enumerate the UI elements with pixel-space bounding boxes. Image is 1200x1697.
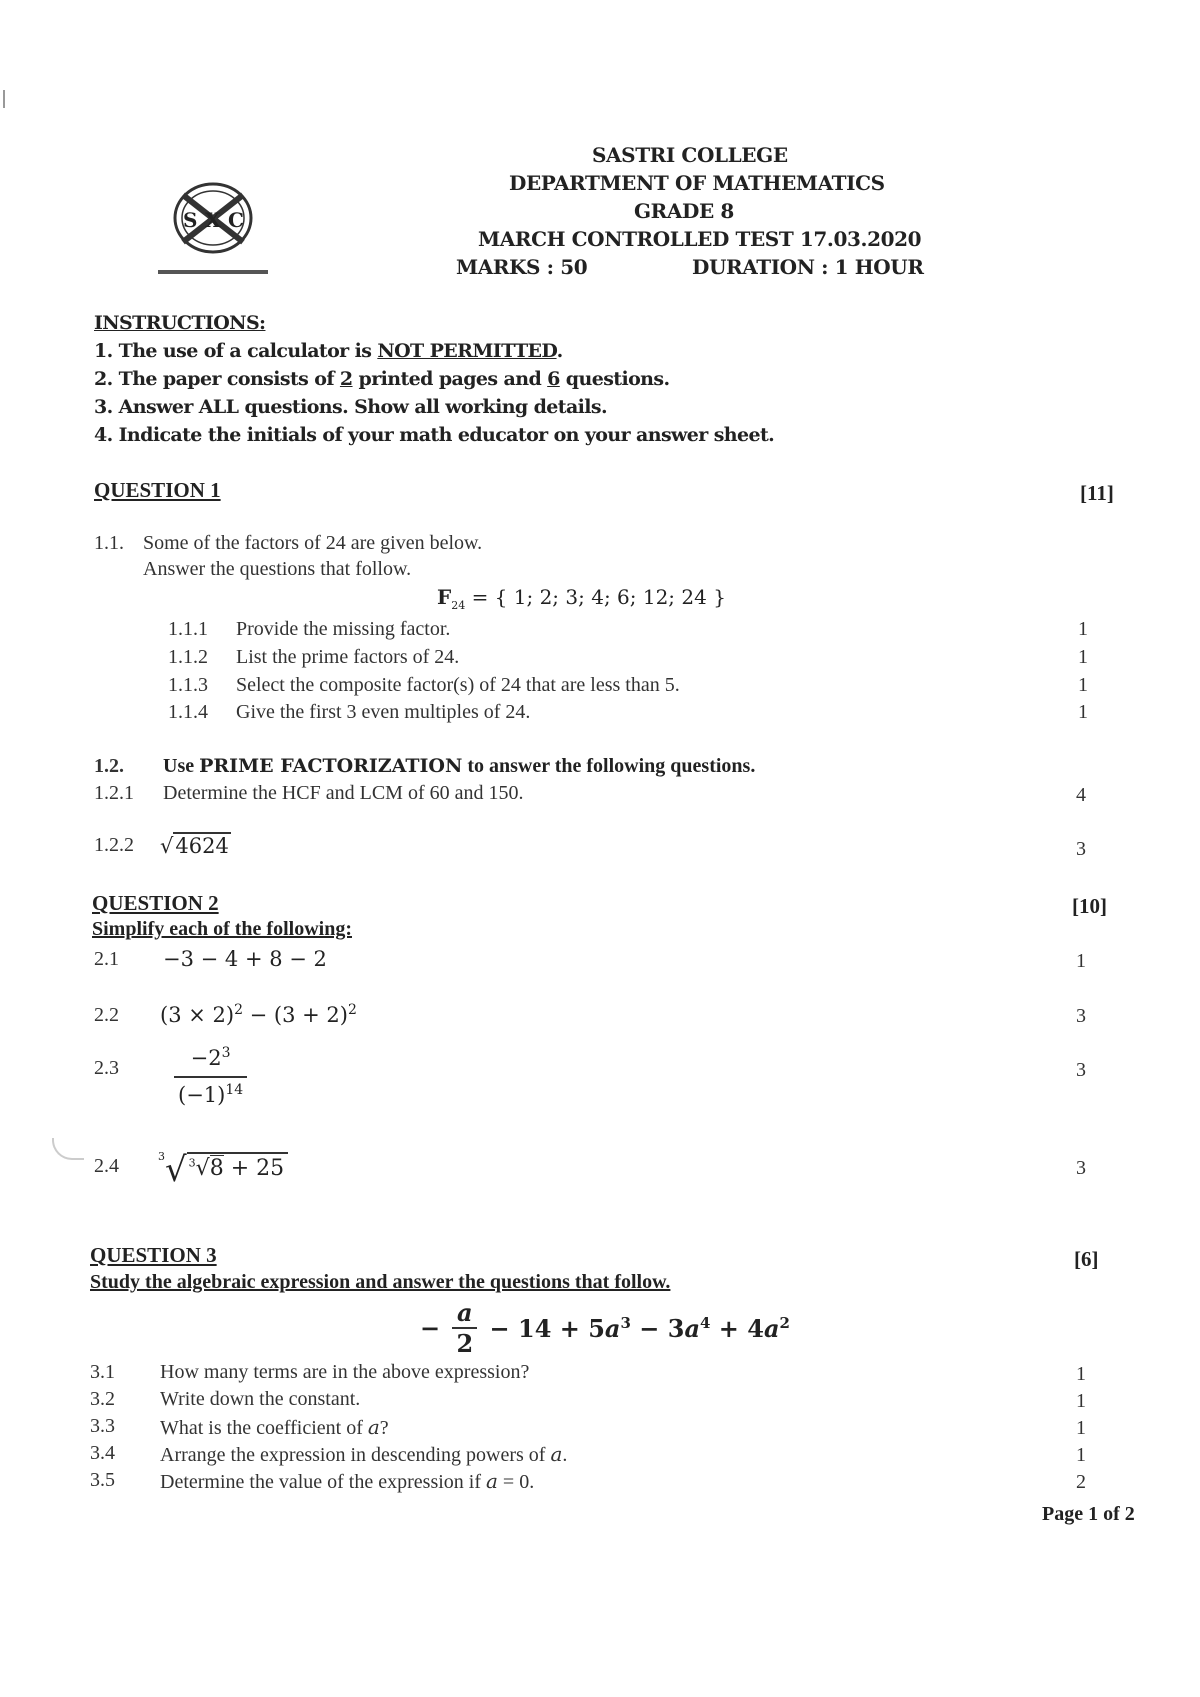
q1-1-4-mark: 1 bbox=[1078, 701, 1088, 723]
question-3-title: QUESTION 3 bbox=[90, 1243, 217, 1267]
q3-4-number: 3.4 bbox=[90, 1442, 115, 1464]
q1-2-instruction: Use PRIME FACTORIZATION to answer the following questions. bbox=[163, 755, 756, 777]
q1-1-1-text: Provide the missing factor. bbox=[236, 618, 451, 640]
instructions-title: INSTRUCTIONS: bbox=[94, 312, 266, 334]
test-title: MARCH CONTROLLED TEST 17.03.2020 bbox=[478, 227, 922, 251]
q3-5-mark: 2 bbox=[1076, 1471, 1086, 1493]
question-2-title: QUESTION 2 bbox=[92, 891, 219, 915]
q3-3-text: What is the coefficient of 𝑎? bbox=[160, 1417, 389, 1439]
duration: DURATION : 1 HOUR bbox=[692, 255, 924, 279]
school-logo bbox=[158, 180, 288, 285]
q1-2-1-text: Determine the HCF and LCM of 60 and 150. bbox=[163, 782, 524, 804]
factor-set: $F_{24}$ = { 1; 2; 3; 4; 6; 12; 24 } bbox=[437, 585, 726, 612]
q1-1-2-text: List the prime factors of 24. bbox=[236, 646, 460, 668]
q3-1-mark: 1 bbox=[1076, 1363, 1086, 1385]
q1-2-number: 1.2. bbox=[94, 755, 124, 777]
question-1-total: [11] bbox=[1080, 481, 1114, 505]
q3-1-text: How many terms are in the above expression? bbox=[160, 1361, 530, 1383]
q2-1-mark: 1 bbox=[1076, 950, 1086, 972]
q2-1-expression: −3 − 4 + 8 − 2 bbox=[163, 947, 327, 971]
q1-1-intro: Some of the factors of 24 are given below. bbox=[143, 532, 483, 554]
q1-1-2-mark: 1 bbox=[1078, 646, 1088, 668]
svg-text:X: X bbox=[205, 208, 221, 232]
instruction-3: 3. Answer ALL questions. Show all working details. bbox=[94, 396, 608, 418]
q3-5-text: Determine the value of the expression if 𝑎 = 0. bbox=[160, 1471, 535, 1493]
q2-4-number: 2.4 bbox=[94, 1155, 119, 1177]
department: DEPARTMENT OF MATHEMATICS bbox=[509, 171, 885, 195]
q1-1-3-text: Select the composite factor(s) of 24 that are less than 5. bbox=[236, 674, 680, 696]
q3-2-number: 3.2 bbox=[90, 1388, 115, 1410]
q3-2-text: Write down the constant. bbox=[160, 1388, 361, 1410]
q3-3-mark: 1 bbox=[1076, 1417, 1086, 1439]
q2-2-mark: 3 bbox=[1076, 1005, 1086, 1027]
total-marks: MARKS : 50 bbox=[456, 255, 588, 279]
q2-3-fraction: $\frac{-2^3}{(-1)^{14}}$ bbox=[174, 1045, 247, 1107]
q1-1-1-number: 1.1.1 bbox=[168, 618, 208, 640]
q3-2-mark: 1 bbox=[1076, 1390, 1086, 1412]
page-number: Page 1 of 2 bbox=[1042, 1503, 1135, 1525]
instruction-1: 1. The use of a calculator is NOT PERMITTED. bbox=[94, 340, 563, 362]
svg-text:C: C bbox=[228, 208, 244, 232]
q2-4-mark: 3 bbox=[1076, 1157, 1086, 1179]
q1-1-3-mark: 1 bbox=[1078, 674, 1088, 696]
q1-2-2-sqrt: √4624 bbox=[160, 834, 229, 858]
q1-1-number: 1.1. bbox=[94, 532, 124, 554]
q2-4-cube-root: $^3$√ $^3$√8 + 25 bbox=[158, 1150, 288, 1190]
q3-5-number: 3.5 bbox=[90, 1469, 115, 1491]
q1-2-1-mark: 4 bbox=[1076, 784, 1086, 806]
question-1-title: QUESTION 1 bbox=[94, 478, 221, 502]
q1-1-1-mark: 1 bbox=[1078, 618, 1088, 640]
q2-2-expression: $(3 \times 2)^2 - (3 + 2)^2$ bbox=[160, 1002, 357, 1027]
instruction-4: 4. Indicate the initials of your math educator on your answer sheet. bbox=[94, 424, 775, 446]
q1-2-2-mark: 3 bbox=[1076, 838, 1086, 860]
q1-1-2-number: 1.1.2 bbox=[168, 646, 208, 668]
scan-smudge bbox=[52, 1138, 84, 1160]
q1-2-1-number: 1.2.1 bbox=[94, 782, 134, 804]
instruction-2: 2. The paper consists of 2 printed pages and 6 questions. bbox=[94, 368, 670, 390]
q1-1-3-number: 1.1.3 bbox=[168, 674, 208, 696]
q1-1-4-text: Give the first 3 even multiples of 24. bbox=[236, 701, 531, 723]
q2-1-number: 2.1 bbox=[94, 948, 119, 970]
q3-3-number: 3.3 bbox=[90, 1415, 115, 1437]
algebraic-expression: − $\frac{a}{2}$ − $14 + 5a^3 - 3a^4 + 4a^2$ bbox=[420, 1298, 790, 1358]
svg-text:S: S bbox=[183, 208, 198, 232]
question-2-subtitle: Simplify each of the following: bbox=[92, 918, 352, 940]
question-2-total: [10] bbox=[1072, 894, 1107, 918]
q3-4-text: Arrange the expression in descending powers of 𝑎. bbox=[160, 1444, 568, 1466]
q3-4-mark: 1 bbox=[1076, 1444, 1086, 1466]
q2-3-mark: 3 bbox=[1076, 1059, 1086, 1081]
q1-1-4-number: 1.1.4 bbox=[168, 701, 208, 723]
grade: GRADE 8 bbox=[634, 199, 734, 223]
q3-1-number: 3.1 bbox=[90, 1361, 115, 1383]
question-3-subtitle: Study the algebraic expression and answer the questions that follow. bbox=[90, 1271, 671, 1293]
q1-2-2-number: 1.2.2 bbox=[94, 834, 134, 856]
q2-3-number: 2.3 bbox=[94, 1057, 119, 1079]
school-name: SASTRI COLLEGE bbox=[592, 143, 788, 167]
scan-mark bbox=[3, 90, 5, 108]
q2-2-number: 2.2 bbox=[94, 1004, 119, 1026]
question-3-total: [6] bbox=[1074, 1247, 1099, 1271]
q1-1-instruction: Answer the questions that follow. bbox=[143, 558, 412, 580]
